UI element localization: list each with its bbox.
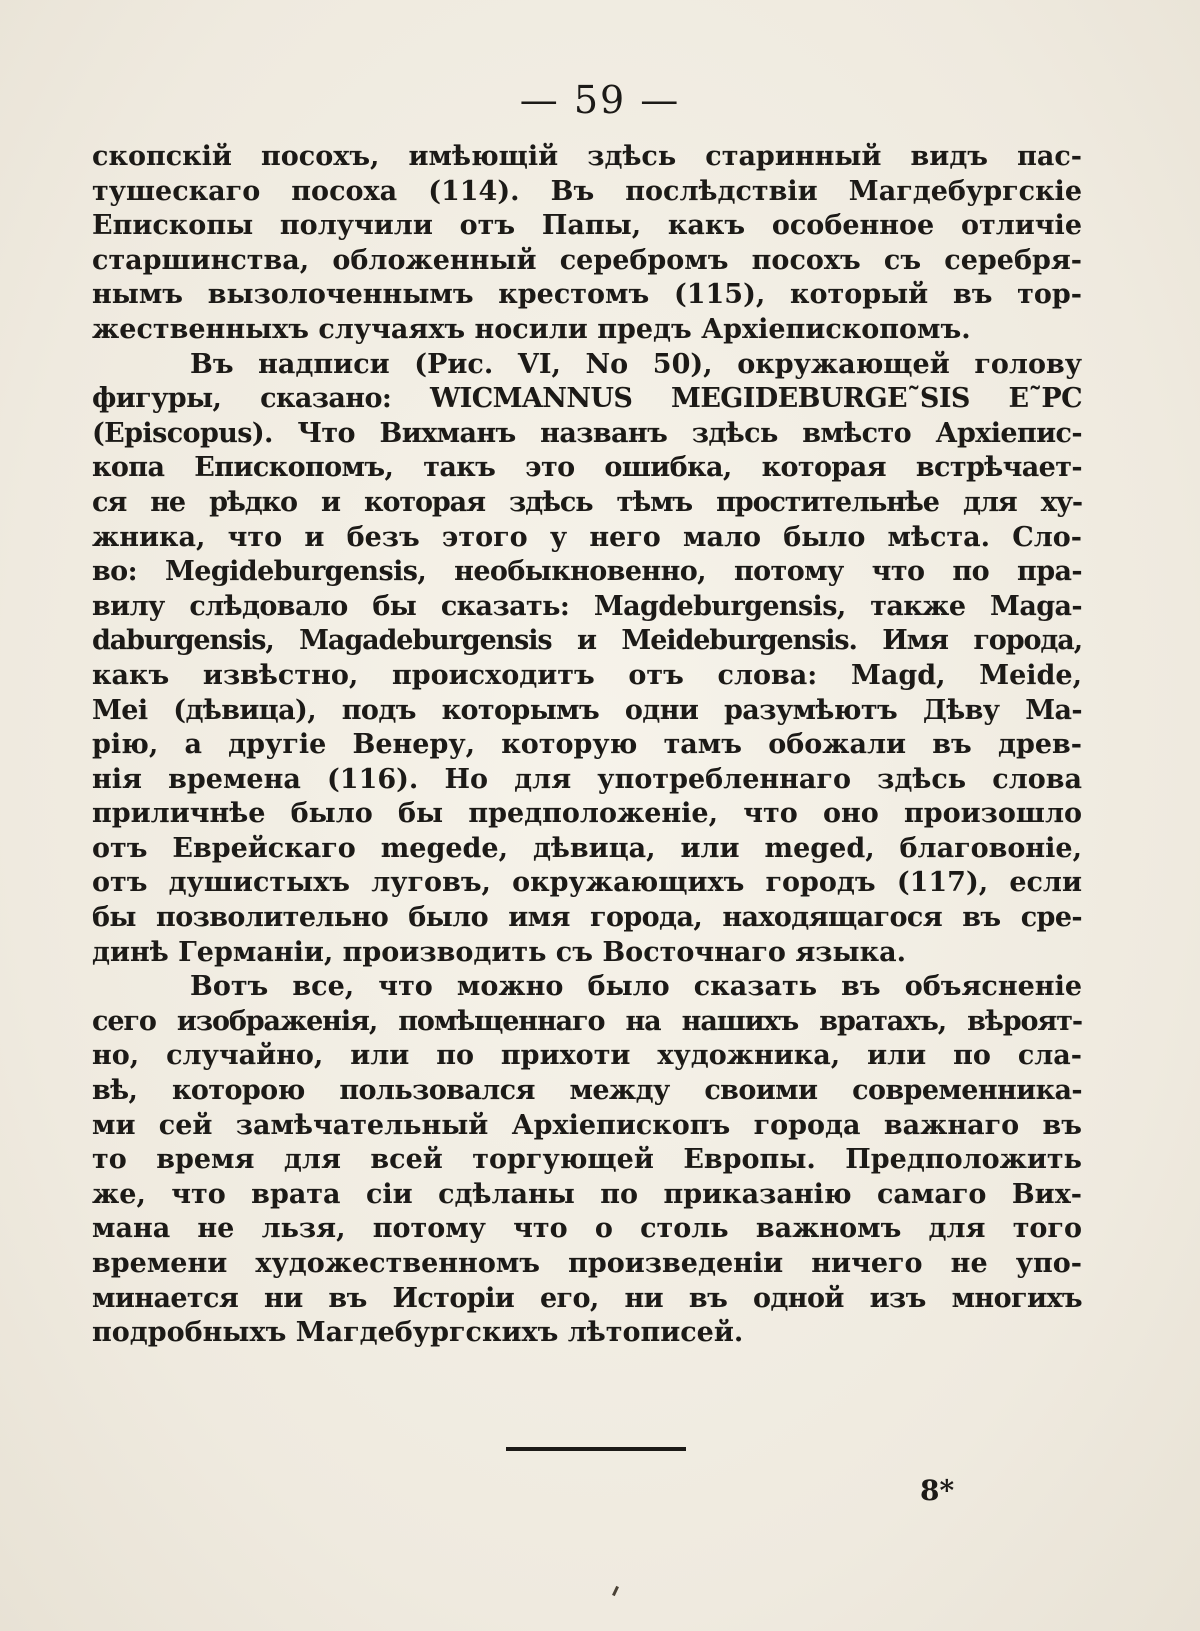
signature-mark: 8* [920,1474,955,1507]
text-line-12: жника, что и безъ этого у него мало было мѣста. Сло- [92,521,1082,553]
text-line-28: вѣ, которою пользовался между своими современника- [92,1075,1082,1107]
text-line-10: копа Епископомъ, такъ это ошибка, которая встрѣчает- [92,452,1082,484]
body-text [92,140,1082,1351]
page-number-header: — 59 — [519,78,681,122]
text-line-25: Вотъ все, что можно было сказать въ объясненіе [190,971,1082,1003]
text-line-3: Епископы получили отъ Папы, какъ особенное отличіе [92,210,1082,242]
text-line-19: нія времена (116). Но для употребленнаго здѣсь слова [92,763,1082,795]
text-line-15: daburgensis, Magadeburgensis и Meideburgensis. Имя города, [92,625,1082,657]
text-line-9: (Episcopus). Что Вихманъ названъ здѣсь вмѣсто Архіепис- [92,417,1082,449]
text-line-16: какъ извѣстно, происходитъ отъ слова: Magd, Meide, [92,659,1082,691]
text-line-18: рію, а другіе Венеру, которую тамъ обожали въ древ- [92,729,1082,761]
text-line-2: тушескаго посоха (114). Въ послѣдствіи Магдебургскіе [92,175,1082,207]
text-line-6: жественныхъ случаяхъ носили предъ Архіепископомъ. [92,313,971,345]
text-line-20: приличнѣе было бы предположеніе, что оно произошло [92,798,1082,830]
text-line-27: но, случайно, или по прихоти художника, или по сла- [92,1040,1082,1072]
text-line-24: динѣ Германіи, производить съ Восточнаго языка. [92,936,906,968]
end-rule-divider [506,1447,686,1451]
paper-speck [612,1586,619,1596]
text-line-13: во: Megideburgensis, необыкновенно, потому что по пра- [92,556,1082,588]
text-line-4: старшинства, обложенный серебромъ посохъ съ серебря- [92,244,1082,276]
text-line-1: скопскій посохъ, имѣющій здѣсь старинный видъ пас- [92,141,1082,172]
text-line-14: вилу слѣдовало бы сказать: Magdeburgensis, также Maga- [92,590,1082,622]
text-line-22: отъ душистыхъ луговъ, окружающихъ городъ (117), если [92,867,1082,899]
text-line-5: нымъ вызолоченнымъ крестомъ (115), который въ тор- [92,279,1082,311]
text-line-30: то время для всей торгующей Европы. Предположить [92,1144,1082,1176]
text-line-21: отъ Еврейскаго megede, дѣвица, или meged, благовоніе, [92,832,1082,864]
text-line-32: мана не льзя, потому что о столь важномъ для того [92,1213,1082,1245]
text-line-23: бы позволительно было имя города, находящагося въ сре- [92,902,1082,934]
text-line-8: фигуры, сказано: WICMANNUS MEGIDEBURGE˜SIS E˜PC [92,383,1082,415]
text-line-35: подробныхъ Магдебургскихъ лѣтописей. [92,1317,744,1349]
text-line-11: ся не рѣдко и которая здѣсь тѣмъ простительнѣе для ху- [92,486,1082,518]
text-line-34: минается ни въ Исторіи его, ни въ одной изъ многихъ [92,1282,1082,1314]
text-line-29: ми сей замѣчательный Архіепископъ города важнаго въ [92,1109,1082,1141]
text-line-7: Въ надписи (Рис. VI, No 50), окружающей голову [190,348,1082,380]
text-line-31: же, что врата сіи сдѣланы по приказанію самаго Вих- [92,1178,1082,1210]
text-line-33: времени художественномъ произведеніи ничего не упо- [92,1248,1082,1279]
text-line-17: Mei (дѣвица), подъ которымъ одни разумѣютъ Дѣву Ма- [92,694,1082,726]
text-line-26: сего изображенія, помѣщеннаго на нашихъ вратахъ, вѣроят- [92,1005,1082,1037]
